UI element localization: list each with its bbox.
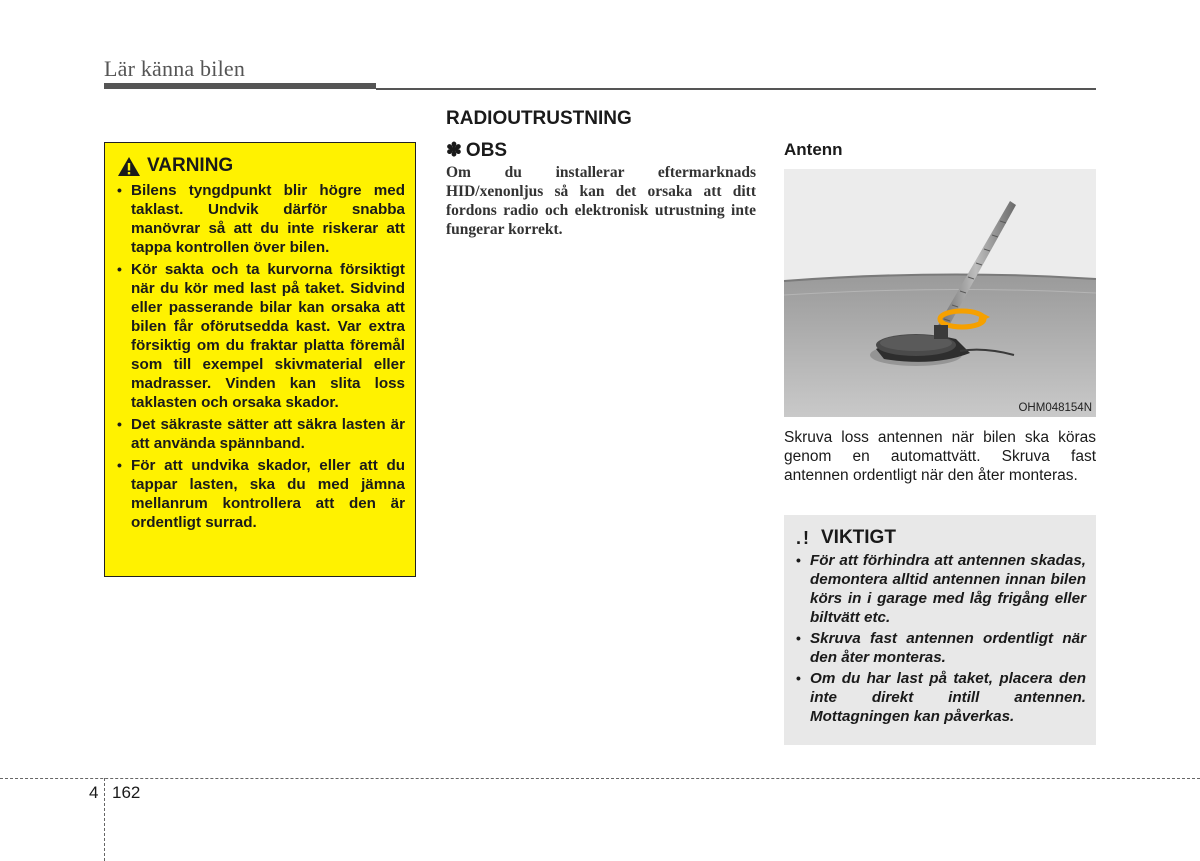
antenna-illustration: [784, 169, 1096, 417]
header-rule-thick: [104, 83, 376, 89]
important-list: [794, 551, 1086, 726]
footer-vertical-rule: [104, 778, 105, 861]
obs-symbol-icon: ✽: [446, 140, 462, 161]
section-heading: RADIOUTRUSTNING: [446, 108, 632, 129]
warning-box: [104, 142, 416, 577]
important-title: VIKTIGT: [821, 527, 896, 548]
antenna-image: [784, 169, 1096, 417]
chapter-title: Lär känna bilen: [104, 56, 246, 81]
warning-item: • Bilens tyngdpunkt blir högre med taklast. Undvik därför snabba manövrar så att du inte riskerar att tappa kontrollen över bilen.: [115, 181, 405, 257]
figure-code: OHM048154N: [1018, 402, 1092, 414]
warning-item: • Kör sakta och ta kurvorna försiktigt när du kör med last på taket. Sidvind eller passerande bilar kan orsaka att bilen får oförutsedda kast. Var extra försiktig om du fraktar platta föremål som till exempel skivmaterial eller madrasser. Vinden kan slita loss taklasten och orsaka skador.: [115, 260, 405, 412]
warning-item: • För att undvika skador, eller att du tappar lasten, ska du med jämna mellanrum kontrollera att den är ordentligt surrad.: [115, 456, 405, 532]
warning-title-row: [117, 155, 405, 177]
antenna-body-text: Skruva loss antennen när bilen ska köras genom en automattvätt. Skruva fast antennen ordentligt när den åter monteras.: [784, 429, 1096, 484]
important-item: • För att förhindra att antennen skadas, demontera alltid antennen innan bilen körs in i garage med låg frigång eller biltvätt etc.: [794, 551, 1086, 627]
obs-text: Om du installerar eftermarknads HID/xenonljus så kan det orsaka att ditt fordons radio och elektronisk utrustning inte fungerar korrekt.: [446, 164, 756, 238]
warning-item: • Det säkraste sätter att säkra lasten är att använda spännband.: [115, 415, 405, 453]
important-item: • Om du har last på taket, placera den inte direkt intill antennen. Mottagningen kan påverkas.: [794, 669, 1086, 726]
antenna-heading: Antenn: [784, 140, 843, 159]
important-title-row: [796, 527, 1086, 549]
footer-rule: [0, 778, 1200, 779]
warning-list: [115, 181, 405, 532]
caution-icon: .!: [796, 527, 811, 548]
important-box: [784, 515, 1096, 745]
chapter-number: 4: [89, 783, 99, 802]
obs-title: OBS: [465, 139, 508, 161]
header-rule-thin: [376, 88, 1096, 90]
warning-title: VARNING: [147, 155, 234, 176]
important-item: • Skruva fast antennen ordentligt när den åter monteras.: [794, 629, 1086, 667]
page-number: 162: [112, 783, 141, 802]
obs-title-row: [446, 139, 507, 162]
warning-triangle-icon: [117, 156, 141, 177]
